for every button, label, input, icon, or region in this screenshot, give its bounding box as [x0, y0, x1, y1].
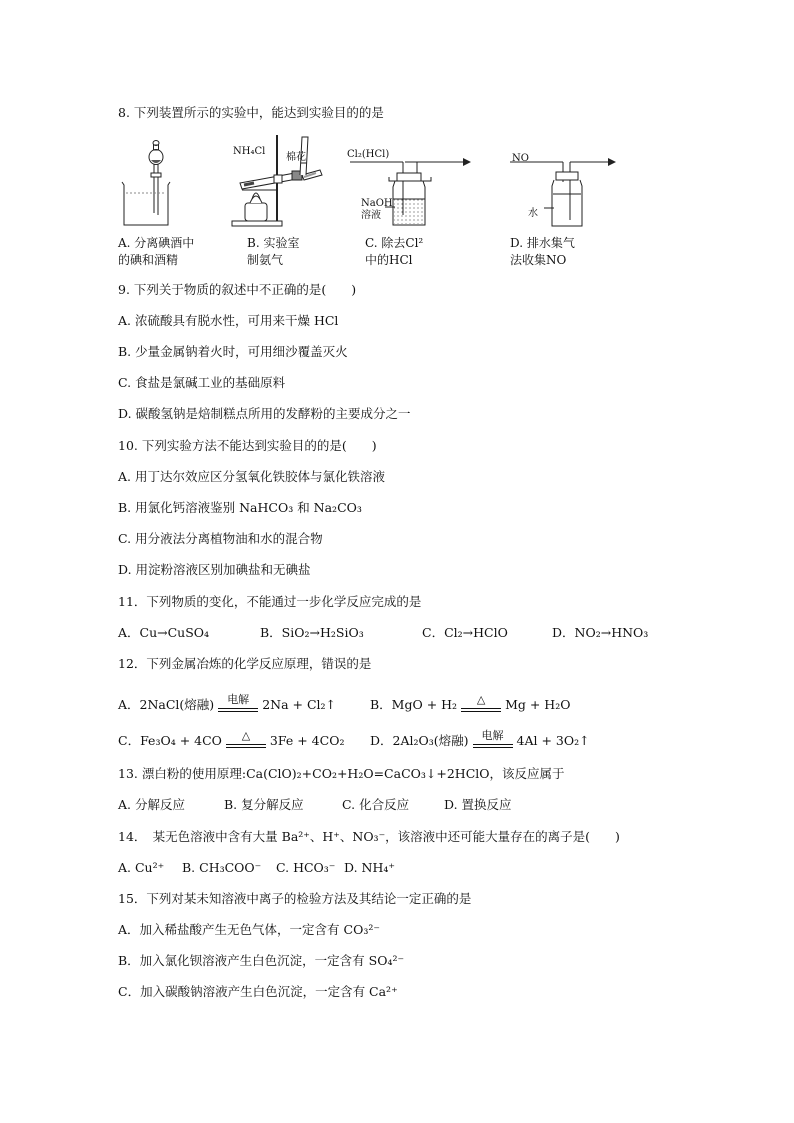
q9-option-a: A. 浓硫酸具有脱水性，可用来干燥 HCl: [118, 313, 339, 328]
q12-option-d: [370, 728, 590, 750]
q12-stem: 12．下列金属冶炼的化学反应原理，错误的是: [118, 656, 372, 671]
q12-b-condition: △: [476, 692, 486, 706]
q9-option-d: D. 碳酸氢钠是焙制糕点所用的发酵粉的主要成分之一: [118, 406, 411, 421]
label-nh4cl: NH₄Cl: [233, 146, 266, 157]
q8-option-c-line1: C. 除去Cl²: [365, 236, 424, 250]
q12-option-b: [370, 692, 571, 714]
label-cl2-hcl: Cl₂(HCl): [347, 149, 390, 160]
q8-option-d-line2: 法收集NO: [510, 253, 567, 267]
q13-option-c: C. 化合反应: [342, 797, 410, 812]
q11-stem: 11．下列物质的变化，不能通过一步化学反应完成的是: [118, 594, 422, 609]
q12-d-products: 4Al + 3O₂↑: [516, 733, 590, 748]
q12-b-products: Mg + H₂O: [505, 697, 571, 712]
q14-option-b: B. CH₃COO⁻: [182, 860, 262, 875]
q15-option-a: A．加入稀盐酸产生无色气体，一定含有 CO₃²⁻: [118, 922, 380, 937]
q10-option-c: C. 用分液法分离植物油和水的混合物: [118, 531, 323, 546]
figure-a-separatory-funnel: [118, 135, 188, 230]
q9-option-c: C. 食盐是氯碱工业的基础原料: [118, 375, 286, 390]
q8-option-a-line2: 的碘和酒精: [118, 253, 179, 267]
q8-option-a-line1: A. 分离碘酒中: [118, 236, 195, 250]
q13-option-d: D. 置换反应: [444, 797, 512, 812]
q9-option-b: B. 少量金属钠着火时，可用细沙覆盖灭火: [118, 344, 348, 359]
q14-option-d: D. NH₄⁺: [344, 860, 395, 875]
q11-option-c: C．Cl₂→HClO: [422, 625, 508, 640]
q12-a-products: 2Na + Cl₂↑: [262, 697, 336, 712]
q9-stem: 9. 下列关于物质的叙述中不正确的是( ): [118, 282, 357, 297]
q12-option-a: [118, 692, 336, 714]
q12-c-reactants: C．Fe₃O₄ + 4CO: [118, 733, 222, 748]
q12-d-reactants: D．2Al₂O₃(熔融): [370, 733, 469, 748]
q12-a-arrow: [218, 692, 258, 714]
q12-c-condition: △: [241, 728, 251, 742]
q13-option-a: A. 分解反应: [118, 797, 185, 812]
q12-a-condition: 电解: [227, 692, 250, 706]
q8-option-c-line2: 中的HCl: [365, 253, 413, 267]
q11-option-b: B．SiO₂→H₂SiO₃: [260, 625, 364, 640]
q15-stem: 15．下列对某未知溶液中离子的检验方法及其结论一定正确的是: [118, 891, 472, 906]
q12-d-condition: 电解: [481, 728, 504, 742]
q12-b-arrow: [461, 692, 501, 714]
q10-option-d: D. 用淀粉溶液区别加碘盐和无碘盐: [118, 562, 311, 577]
label-naoh: NaOH: [361, 198, 393, 209]
q8-option-b-line1: B. 实验室: [247, 236, 300, 250]
q8-option-b-line2: 制氨气: [247, 253, 284, 267]
q14-stem: 14． 某无色溶液中含有大量 Ba²⁺、H⁺、NO₃⁻，该溶液中还可能大量存在的离子是( ): [118, 829, 620, 844]
q10-stem: 10. 下列实验方法不能达到实验目的的是( ): [118, 438, 377, 453]
q11-option-a: A．Cu→CuSO₄: [118, 625, 210, 640]
label-cotton: 棉花: [286, 152, 306, 163]
q12-d-arrow: [473, 728, 513, 750]
label-no: NO: [512, 153, 529, 164]
q12-b-reactants: B．MgO + H₂: [370, 697, 458, 712]
q12-option-c: [118, 728, 345, 750]
q10-option-b: B. 用氯化钙溶液鉴别 NaHCO₃ 和 Na₂CO₃: [118, 500, 362, 515]
q15-option-b: B．加入氯化钡溶液产生白色沉淀，一定含有 SO₄²⁻: [118, 953, 405, 968]
q13-stem: 13. 漂白粉的使用原理:Ca(ClO)₂+CO₂+H₂O=CaCO₃↓+2HClO，该反应属于: [118, 766, 565, 781]
q12-c-arrow: [226, 728, 266, 750]
q8-option-d-line1: D. 排水集气: [510, 236, 575, 250]
q15-option-c: C．加入碳酸钠溶液产生白色沉淀，一定含有 Ca²⁺: [118, 984, 398, 999]
q8-stem: 8. 下列装置所示的实验中，能达到实验目的的是: [118, 105, 384, 120]
q13-option-b: B. 复分解反应: [224, 797, 304, 812]
q14-option-a: A. Cu²⁺: [118, 860, 165, 875]
label-solution: 溶液: [361, 210, 381, 221]
label-water: 水: [528, 208, 538, 219]
q10-option-a: A. 用丁达尔效应区分氢氧化铁胶体与氯化铁溶液: [118, 469, 385, 484]
q11-option-d: D．NO₂→HNO₃: [552, 625, 649, 640]
q12-a-reactants: A．2NaCl(熔融): [118, 697, 215, 712]
q12-c-products: 3Fe + 4CO₂: [269, 733, 345, 748]
q14-option-c: C. HCO₃⁻: [276, 860, 336, 875]
